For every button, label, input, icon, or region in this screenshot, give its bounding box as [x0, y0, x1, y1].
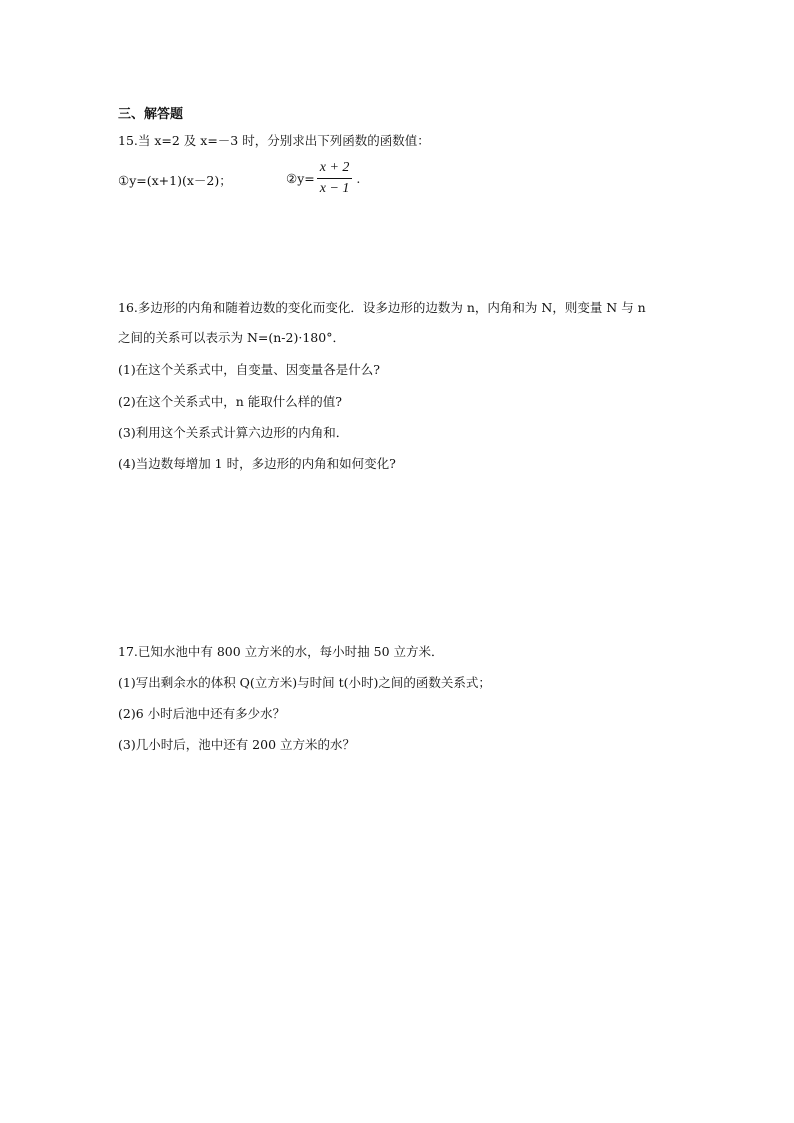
question-16-sub-2: (2)在这个关系式中，n 能取什么样的值?: [118, 394, 342, 409]
question-15-part-2-suffix: .: [356, 170, 361, 186]
question-15-part-1: ①y=(x+1)(x－2)；: [118, 173, 232, 188]
question-16-sub-4: (4)当边数每增加 1 时，多边形的内角和如何变化?: [118, 456, 396, 471]
fraction-denominator: x − 1: [319, 180, 350, 196]
question-17-sub-2: (2)6 小时后池中还有多少水？: [118, 706, 286, 721]
question-15-stem: 15.当 x=2 及 x=－3 时，分别求出下列函数的函数值：: [118, 133, 430, 148]
question-16-stem-line-1: 16.多边形的内角和随着边数的变化而变化．设多边形的边数为 n，内角和为 N，则变量 N 与 n: [118, 300, 646, 315]
section-title: 三、解答题: [118, 107, 184, 122]
question-16-stem-line-2: 之间的关系可以表示为 N=(n-2)·180°．: [118, 330, 345, 345]
question-15-part-2: [286, 157, 360, 199]
fraction-numerator: x + 2: [317, 160, 353, 179]
fraction: [317, 160, 353, 197]
question-15-part-2-prefix: ②y=: [286, 170, 315, 186]
question-17-stem: 17.已知水池中有 800 立方米的水，每小时抽 50 立方米．: [118, 644, 444, 659]
question-16-sub-1: (1)在这个关系式中，自变量、因变量各是什么?: [118, 362, 380, 377]
question-16-sub-3: (3)利用这个关系式计算六边形的内角和．: [118, 425, 349, 440]
question-17-sub-3: (3)几小时后，池中还有 200 立方米的水？: [118, 737, 356, 752]
question-17-sub-1: (1)写出剩余水的体积 Q(立方米)与时间 t(小时)之间的函数关系式；: [118, 675, 491, 690]
